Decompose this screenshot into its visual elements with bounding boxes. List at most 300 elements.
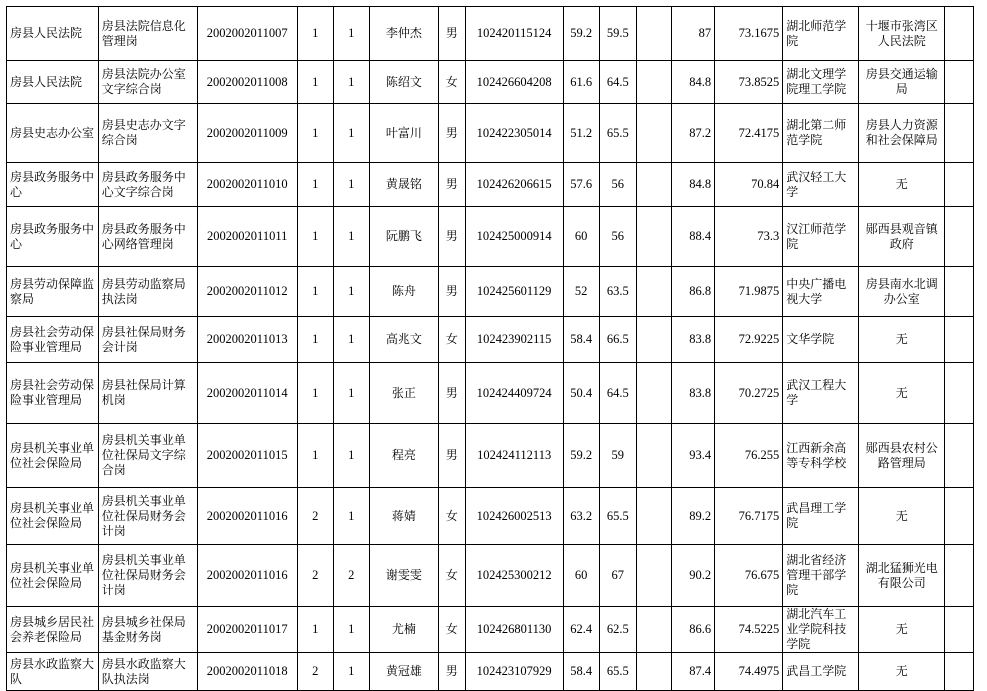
name-cell-text: 阮鹏飞 bbox=[385, 229, 422, 243]
name-cell-text: 程亮 bbox=[391, 448, 416, 462]
interview-score-cell-text: 84.8 bbox=[689, 177, 712, 191]
written-score-2-cell bbox=[599, 653, 636, 691]
name-cell bbox=[369, 317, 438, 363]
unit-cell bbox=[7, 424, 99, 488]
note-cell bbox=[945, 207, 974, 267]
written-score-1-cell bbox=[563, 607, 599, 653]
gender-cell-text: 女 bbox=[445, 508, 458, 523]
rank-cell bbox=[333, 424, 369, 488]
written-score-1-cell-text: 60 bbox=[574, 229, 588, 243]
position-cell-text: 房县政务服务中心文字综合岗 bbox=[101, 169, 186, 199]
position-code-cell bbox=[197, 104, 297, 163]
unit-cell-text: 房县政务服务中心 bbox=[10, 169, 95, 199]
table-body bbox=[7, 7, 974, 691]
unit-cell-text: 房县人民法院 bbox=[10, 26, 83, 40]
written-score-1-cell bbox=[563, 7, 599, 61]
position-code-cell bbox=[197, 207, 297, 267]
unit-cell bbox=[7, 653, 99, 691]
exam-number-cell-text: 102426206615 bbox=[476, 177, 552, 191]
total-score-cell-text: 70.2725 bbox=[738, 385, 780, 400]
employer-cell bbox=[859, 653, 945, 691]
note-cell bbox=[945, 267, 974, 317]
quota-cell bbox=[297, 163, 333, 207]
interview-score-cell-text: 88.4 bbox=[689, 229, 712, 243]
unit-cell-text: 房县史志办公室 bbox=[10, 125, 95, 140]
school-cell-text: 武昌工学院 bbox=[786, 664, 847, 678]
total-score-cell-text: 73.8525 bbox=[738, 74, 780, 89]
interview-score-cell bbox=[671, 61, 714, 104]
school-cell bbox=[783, 545, 859, 607]
rank-cell-text: 2 bbox=[348, 568, 355, 582]
written-score-2-cell bbox=[599, 545, 636, 607]
position-code-cell-text: 2002002011017 bbox=[206, 622, 288, 636]
total-score-cell bbox=[715, 424, 783, 488]
position-code-cell-text: 2002002011010 bbox=[206, 177, 288, 191]
exam-number-cell bbox=[465, 207, 563, 267]
school-cell-text: 武汉轻工大学 bbox=[786, 169, 847, 199]
rank-cell bbox=[333, 363, 369, 424]
employer-cell bbox=[859, 267, 945, 317]
quota-cell-text: 2 bbox=[312, 664, 319, 678]
total-score-cell bbox=[715, 104, 783, 163]
rank-cell bbox=[333, 317, 369, 363]
written-score-1-cell bbox=[563, 267, 599, 317]
written-score-1-cell-text: 60 bbox=[574, 568, 588, 582]
school-cell bbox=[783, 163, 859, 207]
quota-cell-text: 2 bbox=[312, 508, 319, 523]
rank-cell-text: 1 bbox=[348, 125, 355, 140]
extra-score-cell bbox=[636, 607, 671, 653]
written-score-2-cell-text: 64.5 bbox=[606, 385, 629, 400]
interview-score-cell-text: 83.8 bbox=[689, 385, 712, 400]
school-cell bbox=[783, 653, 859, 691]
employer-cell bbox=[859, 545, 945, 607]
interview-score-cell bbox=[671, 207, 714, 267]
written-score-2-cell bbox=[599, 607, 636, 653]
name-cell-text: 陈绍文 bbox=[385, 74, 422, 89]
name-cell bbox=[369, 7, 438, 61]
unit-cell-text: 房县机关事业单位社会保险局 bbox=[10, 440, 95, 470]
exam-number-cell bbox=[465, 104, 563, 163]
gender-cell bbox=[438, 317, 465, 363]
table-row bbox=[7, 207, 974, 267]
exam-number-cell bbox=[465, 545, 563, 607]
school-cell bbox=[783, 488, 859, 545]
total-score-cell bbox=[715, 607, 783, 653]
rank-cell-text: 1 bbox=[348, 177, 355, 191]
extra-score-cell bbox=[636, 104, 671, 163]
position-code-cell bbox=[197, 363, 297, 424]
written-score-2-cell bbox=[599, 61, 636, 104]
unit-cell-text: 房县劳动保障监察局 bbox=[10, 276, 95, 306]
quota-cell-text: 2 bbox=[312, 568, 319, 582]
school-cell-text: 武昌理工学院 bbox=[786, 501, 847, 530]
written-score-2-cell bbox=[599, 317, 636, 363]
school-cell-text: 湖北师范学院 bbox=[786, 18, 847, 48]
written-score-1-cell bbox=[563, 317, 599, 363]
interview-score-cell bbox=[671, 545, 714, 607]
gender-cell bbox=[438, 488, 465, 545]
position-cell-text: 房县劳动监察局执法岗 bbox=[101, 276, 186, 306]
extra-score-cell bbox=[636, 488, 671, 545]
rank-cell bbox=[333, 207, 369, 267]
quota-cell bbox=[297, 545, 333, 607]
note-cell bbox=[945, 363, 974, 424]
written-score-1-cell bbox=[563, 363, 599, 424]
position-code-cell-text: 2002002011016 bbox=[206, 508, 288, 523]
position-code-cell bbox=[197, 424, 297, 488]
exam-number-cell-text: 102423107929 bbox=[476, 664, 552, 678]
employer-cell bbox=[859, 424, 945, 488]
note-cell bbox=[945, 163, 974, 207]
school-cell bbox=[783, 363, 859, 424]
interview-score-cell bbox=[671, 424, 714, 488]
school-cell bbox=[783, 424, 859, 488]
unit-cell bbox=[7, 163, 99, 207]
school-cell-text: 湖北第二师范学院 bbox=[786, 118, 847, 147]
written-score-2-cell bbox=[599, 207, 636, 267]
note-cell bbox=[945, 607, 974, 653]
name-cell bbox=[369, 607, 438, 653]
employer-cell bbox=[859, 61, 945, 104]
written-score-1-cell bbox=[563, 545, 599, 607]
employer-cell-text: 房县南水北调办公室 bbox=[865, 276, 938, 306]
total-score-cell-text: 71.9875 bbox=[738, 284, 780, 298]
position-cell bbox=[98, 317, 197, 363]
unit-cell bbox=[7, 363, 99, 424]
position-code-cell-text: 2002002011009 bbox=[206, 125, 288, 140]
quota-cell bbox=[297, 488, 333, 545]
employer-cell bbox=[859, 488, 945, 545]
quota-cell-text: 1 bbox=[312, 26, 319, 40]
interview-score-cell-text: 89.2 bbox=[689, 508, 712, 523]
table-row bbox=[7, 267, 974, 317]
extra-score-cell bbox=[636, 317, 671, 363]
name-cell-text: 黄冠雄 bbox=[385, 664, 422, 678]
quota-cell-text: 1 bbox=[312, 125, 319, 140]
written-score-1-cell-text: 57.6 bbox=[570, 177, 593, 191]
gender-cell-text: 男 bbox=[445, 177, 458, 191]
total-score-cell bbox=[715, 488, 783, 545]
interview-score-cell bbox=[671, 653, 714, 691]
gender-cell-text: 男 bbox=[445, 664, 458, 678]
gender-cell bbox=[438, 61, 465, 104]
written-score-2-cell-text: 59 bbox=[611, 448, 624, 462]
position-code-cell bbox=[197, 61, 297, 104]
rank-cell-text: 1 bbox=[348, 284, 355, 298]
school-cell bbox=[783, 7, 859, 61]
total-score-cell-text: 73.1675 bbox=[738, 26, 780, 40]
quota-cell bbox=[297, 104, 333, 163]
written-score-2-cell-text: 65.5 bbox=[606, 664, 629, 678]
written-score-1-cell-text: 59.2 bbox=[570, 448, 593, 462]
school-cell-text: 武汉工程大学 bbox=[786, 378, 847, 407]
interview-score-cell-text: 86.8 bbox=[689, 284, 712, 298]
results-table bbox=[6, 6, 974, 691]
table-row bbox=[7, 61, 974, 104]
unit-cell bbox=[7, 7, 99, 61]
school-cell bbox=[783, 317, 859, 363]
name-cell bbox=[369, 104, 438, 163]
interview-score-cell bbox=[671, 104, 714, 163]
position-cell-text: 房县机关事业单位社保局财务会计岗 bbox=[101, 553, 186, 597]
quota-cell bbox=[297, 607, 333, 653]
school-cell bbox=[783, 267, 859, 317]
unit-cell-text: 房县水政监察大队 bbox=[10, 656, 95, 686]
name-cell-text: 蒋婧 bbox=[391, 508, 416, 523]
rank-cell bbox=[333, 488, 369, 545]
written-score-1-cell-text: 63.2 bbox=[570, 508, 593, 523]
note-cell bbox=[945, 317, 974, 363]
written-score-2-cell-text: 64.5 bbox=[606, 74, 629, 89]
exam-number-cell-text: 102422305014 bbox=[476, 125, 552, 140]
exam-number-cell bbox=[465, 317, 563, 363]
quota-cell bbox=[297, 7, 333, 61]
extra-score-cell bbox=[636, 267, 671, 317]
total-score-cell bbox=[715, 267, 783, 317]
employer-cell-text: 郧西县农村公路管理局 bbox=[865, 440, 938, 470]
school-cell bbox=[783, 61, 859, 104]
school-cell bbox=[783, 607, 859, 653]
gender-cell-text: 女 bbox=[445, 74, 458, 89]
quota-cell-text: 1 bbox=[312, 229, 319, 243]
total-score-cell-text: 74.4975 bbox=[738, 664, 780, 678]
rank-cell-text: 1 bbox=[348, 74, 355, 89]
total-score-cell-text: 76.255 bbox=[744, 448, 780, 462]
interview-score-cell-text: 84.8 bbox=[689, 74, 712, 89]
written-score-1-cell bbox=[563, 104, 599, 163]
employer-cell-text: 无 bbox=[895, 177, 908, 191]
exam-number-cell-text: 102423902115 bbox=[476, 332, 552, 346]
written-score-2-cell-text: 66.5 bbox=[606, 332, 629, 346]
position-code-cell-text: 2002002011013 bbox=[206, 332, 288, 346]
written-score-1-cell bbox=[563, 163, 599, 207]
employer-cell-text: 十堰市张湾区人民法院 bbox=[865, 18, 938, 48]
quota-cell bbox=[297, 363, 333, 424]
rank-cell bbox=[333, 607, 369, 653]
written-score-2-cell-text: 63.5 bbox=[606, 284, 629, 298]
interview-score-cell bbox=[671, 7, 714, 61]
position-code-cell bbox=[197, 653, 297, 691]
total-score-cell bbox=[715, 207, 783, 267]
unit-cell bbox=[7, 317, 99, 363]
employer-cell-text: 无 bbox=[895, 332, 908, 346]
quota-cell bbox=[297, 653, 333, 691]
position-cell-text: 房县机关事业单位社保局财务会计岗 bbox=[101, 493, 186, 538]
position-cell bbox=[98, 424, 197, 488]
gender-cell-text: 女 bbox=[445, 622, 458, 636]
interview-score-cell bbox=[671, 317, 714, 363]
interview-score-cell bbox=[671, 163, 714, 207]
school-cell-text: 湖北省经济管理干部学院 bbox=[786, 553, 847, 597]
gender-cell bbox=[438, 104, 465, 163]
rank-cell bbox=[333, 104, 369, 163]
position-cell bbox=[98, 488, 197, 545]
quota-cell bbox=[297, 207, 333, 267]
position-code-cell bbox=[197, 488, 297, 545]
school-cell-text: 中央广播电视大学 bbox=[786, 276, 847, 306]
employer-cell-text: 无 bbox=[895, 385, 908, 400]
rank-cell bbox=[333, 545, 369, 607]
written-score-1-cell-text: 52 bbox=[574, 284, 588, 298]
position-cell-text: 房县水政监察大队执法岗 bbox=[101, 656, 186, 686]
unit-cell bbox=[7, 488, 99, 545]
quota-cell bbox=[297, 317, 333, 363]
exam-number-cell bbox=[465, 488, 563, 545]
unit-cell bbox=[7, 104, 99, 163]
gender-cell bbox=[438, 207, 465, 267]
exam-number-cell-text: 102425601129 bbox=[476, 284, 552, 298]
position-code-cell-text: 2002002011016 bbox=[206, 568, 288, 582]
written-score-1-cell-text: 51.2 bbox=[570, 125, 593, 140]
written-score-1-cell-text: 59.2 bbox=[570, 26, 593, 40]
employer-cell-text: 湖北猛狮光电有限公司 bbox=[865, 560, 938, 590]
name-cell-text: 陈舟 bbox=[391, 284, 416, 298]
employer-cell bbox=[859, 163, 945, 207]
position-code-cell bbox=[197, 163, 297, 207]
school-cell-text: 江西新余高等专科学校 bbox=[786, 440, 847, 470]
written-score-2-cell-text: 62.5 bbox=[606, 622, 629, 636]
table-row bbox=[7, 488, 974, 545]
name-cell-text: 黄晟铭 bbox=[385, 177, 422, 191]
school-cell-text: 文华学院 bbox=[786, 332, 835, 346]
unit-cell-text: 房县人民法院 bbox=[10, 74, 83, 89]
exam-number-cell bbox=[465, 653, 563, 691]
total-score-cell-text: 76.675 bbox=[744, 568, 780, 582]
name-cell-text: 尤楠 bbox=[391, 622, 416, 636]
written-score-1-cell-text: 61.6 bbox=[570, 74, 593, 89]
written-score-1-cell-text: 58.4 bbox=[570, 664, 593, 678]
interview-score-cell-text: 87 bbox=[698, 26, 712, 40]
name-cell-text: 叶富川 bbox=[385, 125, 422, 140]
gender-cell bbox=[438, 7, 465, 61]
employer-cell-text: 郧西县观音镇政府 bbox=[865, 221, 938, 251]
quota-cell-text: 1 bbox=[312, 177, 319, 191]
position-code-cell-text: 2002002011008 bbox=[206, 74, 288, 89]
interview-score-cell bbox=[671, 363, 714, 424]
school-cell bbox=[783, 104, 859, 163]
unit-cell-text: 房县城乡居民社会养老保险局 bbox=[10, 614, 95, 644]
unit-cell bbox=[7, 607, 99, 653]
unit-cell bbox=[7, 267, 99, 317]
name-cell bbox=[369, 545, 438, 607]
total-score-cell bbox=[715, 545, 783, 607]
quota-cell-text: 1 bbox=[312, 74, 319, 89]
written-score-2-cell bbox=[599, 488, 636, 545]
school-cell bbox=[783, 207, 859, 267]
school-cell-text: 湖北文理学院理工学院 bbox=[786, 67, 847, 96]
position-cell-text: 房县法院信息化管理岗 bbox=[101, 18, 186, 48]
table-row bbox=[7, 163, 974, 207]
extra-score-cell bbox=[636, 424, 671, 488]
employer-cell-text: 无 bbox=[895, 664, 908, 678]
position-cell-text: 房县法院办公室文字综合岗 bbox=[101, 67, 186, 96]
table-row bbox=[7, 607, 974, 653]
gender-cell bbox=[438, 545, 465, 607]
name-cell bbox=[369, 207, 438, 267]
unit-cell-text: 房县机关事业单位社会保险局 bbox=[10, 501, 95, 530]
quota-cell-text: 1 bbox=[312, 448, 319, 462]
position-code-cell bbox=[197, 545, 297, 607]
employer-cell-text: 房县人力资源和社会保障局 bbox=[865, 118, 938, 147]
position-code-cell bbox=[197, 7, 297, 61]
written-score-2-cell bbox=[599, 104, 636, 163]
gender-cell bbox=[438, 363, 465, 424]
total-score-cell bbox=[715, 317, 783, 363]
position-code-cell-text: 2002002011012 bbox=[206, 284, 288, 298]
exam-number-cell bbox=[465, 267, 563, 317]
exam-number-cell bbox=[465, 163, 563, 207]
employer-cell-text: 无 bbox=[895, 622, 908, 636]
name-cell-text: 李仲杰 bbox=[385, 26, 422, 40]
position-code-cell-text: 2002002011011 bbox=[207, 229, 288, 243]
note-cell bbox=[945, 7, 974, 61]
total-score-cell bbox=[715, 653, 783, 691]
rank-cell-text: 1 bbox=[348, 448, 355, 462]
total-score-cell-text: 73.3 bbox=[757, 229, 780, 243]
gender-cell-text: 男 bbox=[445, 385, 458, 400]
quota-cell bbox=[297, 61, 333, 104]
written-score-2-cell-text: 59.5 bbox=[606, 26, 629, 40]
employer-cell bbox=[859, 363, 945, 424]
written-score-2-cell-text: 65.5 bbox=[606, 508, 629, 523]
exam-number-cell-text: 102425000914 bbox=[476, 229, 552, 243]
note-cell bbox=[945, 545, 974, 607]
table-row bbox=[7, 545, 974, 607]
written-score-1-cell-text: 62.4 bbox=[570, 622, 593, 636]
written-score-2-cell-text: 65.5 bbox=[606, 125, 629, 140]
written-score-2-cell bbox=[599, 7, 636, 61]
interview-score-cell bbox=[671, 267, 714, 317]
interview-score-cell-text: 86.6 bbox=[689, 622, 712, 636]
position-cell bbox=[98, 545, 197, 607]
total-score-cell-text: 72.9225 bbox=[738, 332, 780, 346]
name-cell-text: 张正 bbox=[391, 385, 416, 400]
gender-cell-text: 男 bbox=[445, 284, 458, 298]
rank-cell-text: 1 bbox=[348, 385, 355, 400]
unit-cell-text: 房县机关事业单位社会保险局 bbox=[10, 560, 95, 590]
written-score-2-cell-text: 56 bbox=[611, 229, 624, 243]
written-score-2-cell bbox=[599, 267, 636, 317]
position-cell bbox=[98, 207, 197, 267]
interview-score-cell-text: 87.2 bbox=[689, 125, 712, 140]
interview-score-cell bbox=[671, 607, 714, 653]
position-cell-text: 房县史志办文字综合岗 bbox=[101, 118, 186, 147]
total-score-cell-text: 74.5225 bbox=[738, 622, 780, 636]
total-score-cell bbox=[715, 363, 783, 424]
position-code-cell-text: 2002002011015 bbox=[206, 448, 288, 462]
exam-number-cell bbox=[465, 363, 563, 424]
unit-cell-text: 房县社会劳动保险事业管理局 bbox=[10, 378, 95, 407]
table-row bbox=[7, 104, 974, 163]
rank-cell-text: 1 bbox=[348, 664, 355, 678]
position-code-cell-text: 2002002011014 bbox=[206, 385, 288, 400]
quota-cell-text: 1 bbox=[312, 284, 319, 298]
name-cell bbox=[369, 61, 438, 104]
rank-cell bbox=[333, 653, 369, 691]
employer-cell bbox=[859, 607, 945, 653]
name-cell-text: 高兆文 bbox=[385, 332, 422, 346]
employer-cell bbox=[859, 104, 945, 163]
position-cell bbox=[98, 61, 197, 104]
rank-cell-text: 1 bbox=[348, 332, 355, 346]
gender-cell-text: 男 bbox=[445, 448, 458, 462]
note-cell bbox=[945, 424, 974, 488]
interview-score-cell-text: 83.8 bbox=[689, 332, 712, 346]
extra-score-cell bbox=[636, 545, 671, 607]
extra-score-cell bbox=[636, 163, 671, 207]
quota-cell bbox=[297, 424, 333, 488]
